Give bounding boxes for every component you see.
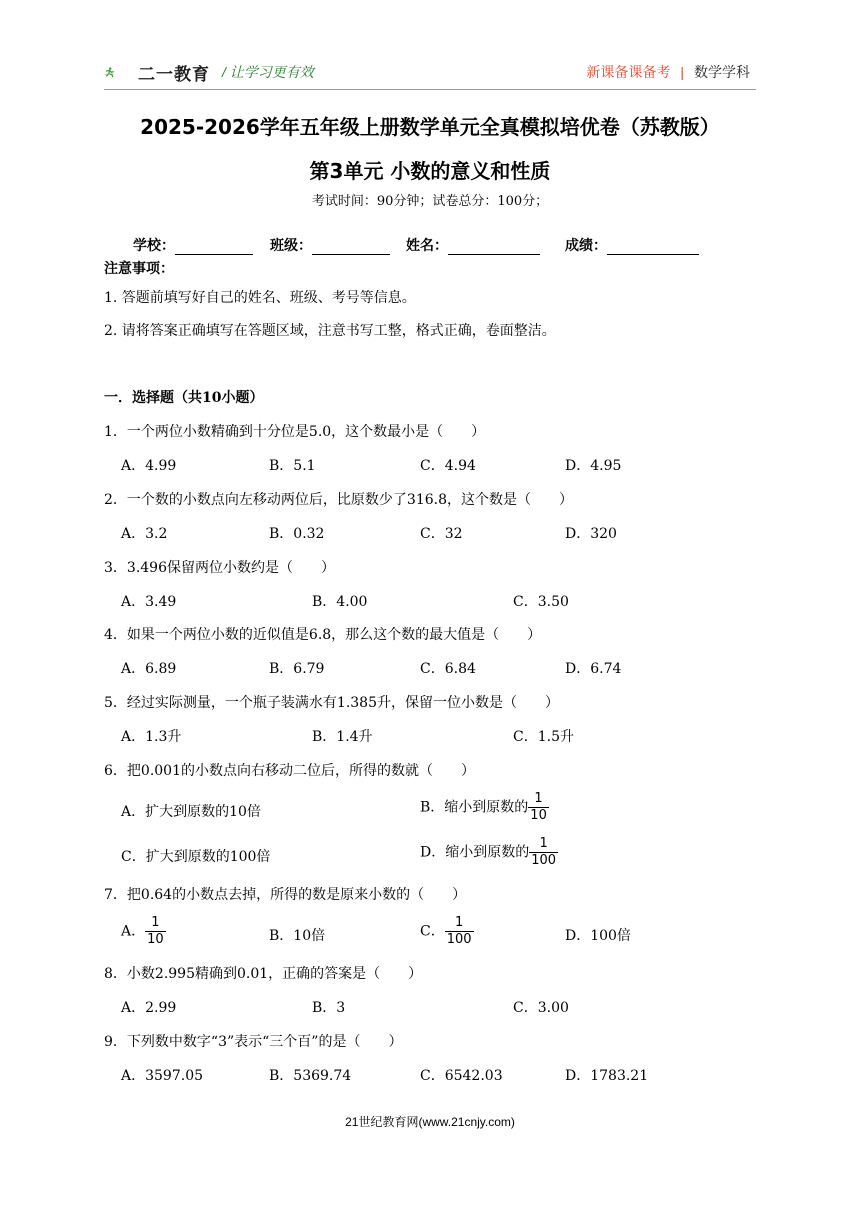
option[interactable]: C．32 bbox=[420, 526, 463, 542]
header-separator: | bbox=[680, 64, 684, 80]
question-stem: 6．把0.001的小数点向右移动二位后，所得的数就（ ） bbox=[104, 763, 475, 779]
question-stem: 9．下列数中数字“3”表示“三个百”的是（ ） bbox=[104, 1034, 403, 1050]
fraction bbox=[529, 836, 558, 869]
option[interactable]: D．100倍 bbox=[565, 928, 631, 944]
header-right bbox=[586, 62, 750, 82]
option[interactable]: B．1.4升 bbox=[312, 729, 373, 745]
name-blank[interactable] bbox=[448, 240, 540, 255]
score-label: 成绩： bbox=[565, 238, 607, 254]
option[interactable]: C．4.94 bbox=[420, 458, 476, 474]
question-stem: 1．一个两位小数精确到十分位是5.0，这个数最小是（ ） bbox=[104, 424, 486, 440]
option[interactable]: A．3597.05 bbox=[121, 1068, 204, 1084]
option-label: B．缩小到原数的 bbox=[420, 799, 529, 816]
option-with-fraction[interactable] bbox=[420, 836, 558, 869]
option[interactable]: A．3.49 bbox=[121, 594, 177, 610]
school-blank[interactable] bbox=[175, 240, 253, 255]
option[interactable]: D．6.74 bbox=[565, 661, 622, 677]
option-label: A． bbox=[121, 923, 146, 940]
slogan: / 让学习更有效 bbox=[222, 64, 314, 80]
option[interactable]: A．4.99 bbox=[121, 458, 177, 474]
question-stem: 3．3.496保留两位小数约是（ ） bbox=[104, 560, 335, 576]
option[interactable]: B．6.79 bbox=[269, 661, 325, 677]
option[interactable]: A．1.3升 bbox=[121, 729, 182, 745]
option[interactable]: A．3.2 bbox=[121, 526, 168, 542]
option[interactable]: A．2.99 bbox=[121, 1000, 177, 1016]
running-person-logo-icon bbox=[104, 56, 138, 88]
course-label: 新课备课备考 bbox=[586, 64, 671, 80]
option[interactable]: C．6542.03 bbox=[420, 1068, 503, 1084]
option-with-fraction[interactable] bbox=[420, 791, 549, 824]
option[interactable]: B．0.32 bbox=[269, 526, 325, 542]
option[interactable]: C．6.84 bbox=[420, 661, 476, 677]
option[interactable]: C．3.00 bbox=[513, 1000, 569, 1016]
header-divider bbox=[104, 89, 756, 90]
fraction-numerator: 1 bbox=[145, 915, 166, 932]
notice-title: 注意事项： bbox=[104, 261, 174, 277]
logo-text: 二一教育 bbox=[138, 65, 210, 84]
option[interactable]: D．320 bbox=[565, 526, 617, 542]
exam-info: 考试时间：90分钟；试卷总分：100分； bbox=[311, 194, 549, 209]
fraction-numerator: 1 bbox=[528, 791, 549, 808]
option[interactable]: B．4.00 bbox=[312, 594, 368, 610]
question-stem: 2．一个数的小数点向左移动两位后，比原数少了316.8，这个数是（ ） bbox=[104, 492, 573, 508]
fraction bbox=[528, 791, 549, 824]
option[interactable]: B．10倍 bbox=[269, 928, 326, 944]
option[interactable]: A．扩大到原数的10倍 bbox=[121, 804, 261, 820]
fraction-numerator: 1 bbox=[445, 915, 474, 932]
option[interactable]: D．1783.21 bbox=[565, 1068, 649, 1084]
notice-item: 1. 答题前填写好自己的姓名、班级、考号等信息。 bbox=[104, 290, 416, 306]
page-subtitle: 第3单元 小数的意义和性质 bbox=[309, 159, 551, 183]
class-blank[interactable] bbox=[312, 240, 390, 255]
option-with-fraction[interactable] bbox=[121, 915, 166, 948]
fraction-denominator: 10 bbox=[147, 932, 164, 947]
name-field[interactable] bbox=[406, 235, 540, 255]
fraction-denominator: 100 bbox=[446, 932, 472, 947]
page-title: 2025-2026学年五年级上册数学单元全真模拟培优卷（苏教版） bbox=[140, 115, 720, 139]
section-title: 一．选择题（共10小题） bbox=[104, 390, 264, 406]
question-stem: 8．小数2.995精确到0.01，正确的答案是（ ） bbox=[104, 966, 423, 982]
option[interactable]: B．5.1 bbox=[269, 458, 316, 474]
fraction-denominator: 10 bbox=[530, 808, 547, 823]
question-stem: 4．如果一个两位小数的近似值是6.8，那么这个数的最大值是（ ） bbox=[104, 627, 542, 643]
option[interactable]: A．6.89 bbox=[121, 661, 177, 677]
fraction bbox=[445, 915, 474, 948]
option-with-fraction[interactable] bbox=[420, 915, 474, 948]
option-label: D．缩小到原数的 bbox=[420, 844, 530, 861]
school-label: 学校： bbox=[133, 238, 175, 254]
fraction-numerator: 1 bbox=[529, 836, 558, 853]
name-label: 姓名： bbox=[406, 238, 448, 254]
option[interactable]: D．4.95 bbox=[565, 458, 622, 474]
option[interactable]: C．3.50 bbox=[513, 594, 569, 610]
fraction-denominator: 100 bbox=[531, 853, 557, 868]
page-footer: 21世纪教育网(www.21cnjy.com) bbox=[345, 1115, 515, 1129]
class-field[interactable] bbox=[270, 235, 390, 255]
page-header bbox=[0, 0, 860, 100]
option[interactable]: C．扩大到原数的100倍 bbox=[121, 849, 271, 865]
question-stem: 7．把0.64的小数点去掉，所得的数是原来小数的（ ） bbox=[104, 887, 467, 903]
option[interactable]: C．1.5升 bbox=[513, 729, 574, 745]
notice-item: 2. 请将答案正确填写在答题区域，注意书写工整，格式正确，卷面整洁。 bbox=[104, 323, 556, 339]
option[interactable]: B．3 bbox=[312, 1000, 346, 1016]
subject-label: 数学学科 bbox=[694, 64, 750, 80]
option-label: C． bbox=[420, 923, 445, 940]
fraction bbox=[145, 915, 166, 948]
question-stem: 5．经过实际测量，一个瓶子装满水有1.385升，保留一位小数是（ ） bbox=[104, 695, 559, 711]
school-field[interactable] bbox=[133, 235, 253, 255]
option[interactable]: B．5369.74 bbox=[269, 1068, 352, 1084]
score-blank[interactable] bbox=[607, 240, 699, 255]
class-label: 班级： bbox=[270, 238, 312, 254]
score-field[interactable] bbox=[565, 235, 699, 255]
